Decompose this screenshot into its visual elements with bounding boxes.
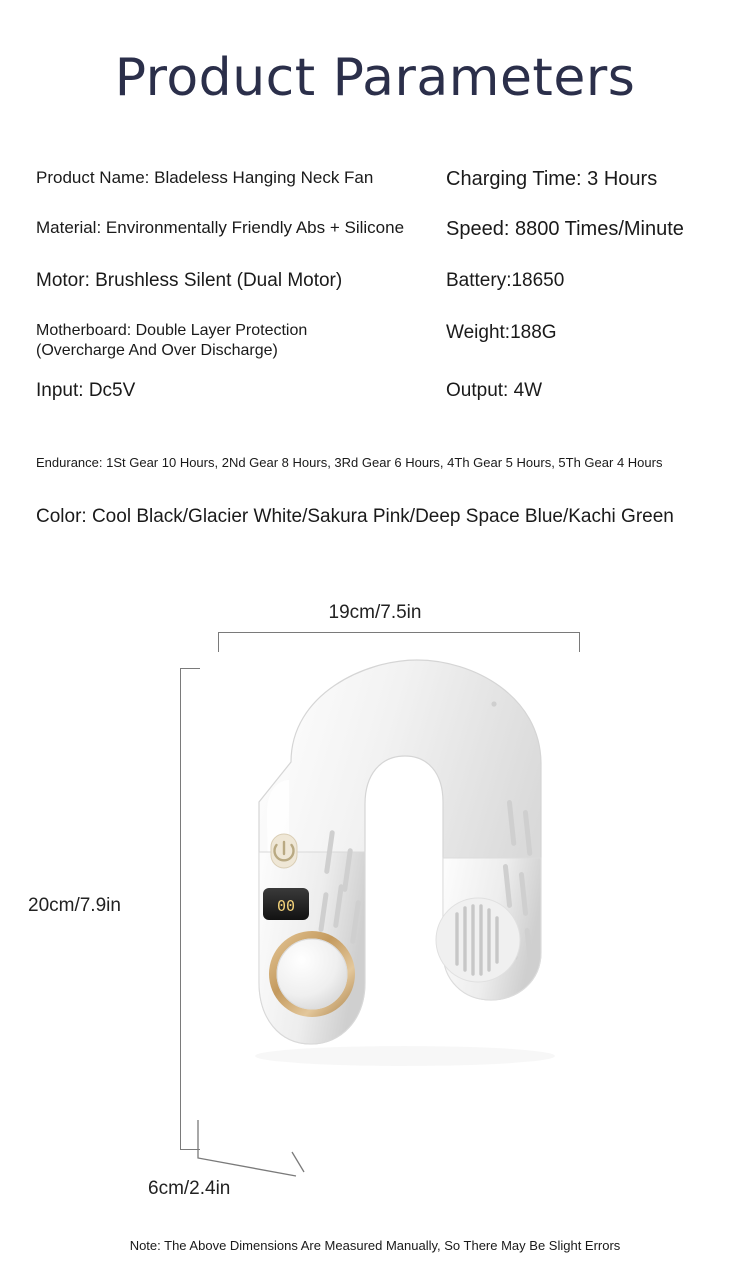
- spec-speed: Speed: 8800 Times/Minute: [446, 218, 684, 240]
- right-air-outlet: [436, 898, 520, 982]
- spec-endurance: Endurance: 1St Gear 10 Hours, 2Nd Gear 8 Hours, 3Rd Gear 6 Hours, 4Th Gear 5 Hours, 5Th Gear 4 Hours: [36, 455, 663, 470]
- page-title: Product Parameters: [114, 48, 636, 108]
- spec-row: [0, 168, 750, 218]
- dimension-height-measure: [180, 668, 202, 1150]
- spec-row: [0, 270, 750, 322]
- digital-display: [263, 888, 309, 920]
- spec-output: Output: 4W: [446, 380, 543, 401]
- left-air-outlet: [269, 931, 355, 1017]
- dimension-diagram: [0, 580, 750, 1230]
- spec-row: [0, 380, 750, 434]
- dimension-depth-label: 6cm/2.4in: [148, 1178, 231, 1199]
- spec-row: [0, 322, 750, 380]
- product-illustration: [205, 652, 625, 1152]
- display-value: 00: [276, 897, 296, 915]
- spec-charging-time: Charging Time: 3 Hours: [446, 168, 658, 190]
- measure-tick-right: [579, 632, 580, 652]
- measure-tick-top: [180, 668, 200, 669]
- spec-motor: Motor: Brushless Silent (Dual Motor): [36, 270, 343, 291]
- spec-product-name: Product Name: Bladeless Hanging Neck Fan: [36, 168, 374, 187]
- spec-motherboard-line1: Motherboard: Double Layer Protection: [36, 322, 308, 339]
- spec-weight: Weight:188G: [446, 322, 557, 343]
- spec-motherboard-line2: (Overcharge And Over Discharge): [36, 342, 278, 359]
- spec-input: Input: Dc5V: [36, 380, 136, 401]
- pinhole-icon: [491, 701, 496, 706]
- dimension-width-label: 19cm/7.5in: [328, 602, 422, 623]
- power-button[interactable]: [271, 834, 297, 868]
- dimension-height-label: 20cm/7.9in: [28, 895, 121, 916]
- product-shadow: [255, 1046, 555, 1066]
- measure-line: [180, 668, 181, 1150]
- dimension-width-measure: [218, 632, 580, 654]
- footer-note: Note: The Above Dimensions Are Measured Manually, So There May Be Slight Errors: [129, 1238, 621, 1253]
- measure-line: [218, 632, 580, 633]
- spec-color: Color: Cool Black/Glacier White/Sakura Pink/Deep Space Blue/Kachi Green: [36, 506, 674, 527]
- spec-list: [0, 168, 750, 434]
- spec-motherboard: [36, 322, 307, 360]
- spec-material: Material: Environmentally Friendly Abs + Silicone: [36, 218, 405, 237]
- spec-battery: Battery:18650: [446, 270, 565, 291]
- spec-row: [0, 218, 750, 270]
- measure-tick-left: [218, 632, 219, 652]
